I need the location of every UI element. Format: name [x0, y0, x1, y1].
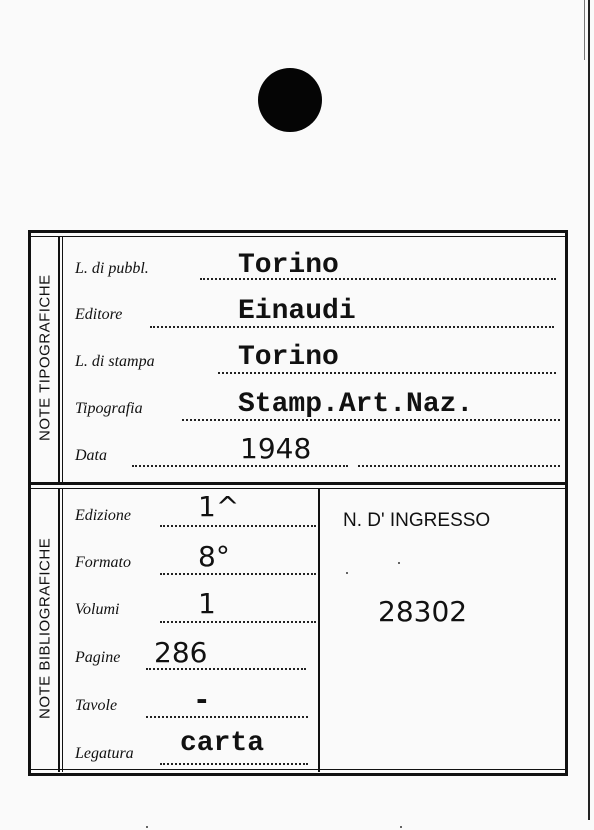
- label-edizione: Edizione: [75, 507, 131, 524]
- card-edge: [584, 0, 585, 60]
- column-divider: [318, 488, 320, 772]
- label-volumi: Volumi: [75, 601, 120, 618]
- card-edge: [588, 0, 590, 820]
- dotted-line: [160, 573, 316, 575]
- label-editore: Editore: [75, 306, 123, 323]
- frame-inner-line: [28, 236, 568, 237]
- sidebar-rule: [62, 488, 63, 772]
- ink-speck: [346, 572, 348, 574]
- label-luogo-stampa: L. di stampa: [75, 353, 155, 370]
- value-tipografia: Stamp.Art.Naz.: [238, 389, 474, 420]
- sidebar-rule: [62, 236, 63, 482]
- dotted-line: [160, 525, 316, 527]
- label-formato: Formato: [75, 554, 131, 571]
- dotted-line: [160, 621, 316, 623]
- value-tavole: -: [196, 683, 208, 716]
- label-tipografia: Tipografia: [75, 400, 143, 417]
- value-legatura: carta: [180, 728, 265, 759]
- section-title-bibliografiche: NOTE BIBLIOGRAFICHE: [36, 537, 54, 719]
- dotted-line: [146, 716, 308, 718]
- dotted-line: [132, 465, 348, 467]
- ink-speck: [400, 826, 402, 828]
- value-luogo-stampa: Torino: [238, 342, 339, 373]
- value-editore: Einaudi: [238, 296, 356, 327]
- label-pagine: Pagine: [75, 649, 121, 666]
- dotted-line: [160, 763, 308, 765]
- dotted-line: [358, 465, 560, 467]
- section-divider: [28, 488, 568, 489]
- label-luogo-pubblicazione: L. di pubbl.: [75, 260, 149, 277]
- frame-inner-line: [28, 769, 568, 770]
- section-divider: [28, 482, 568, 485]
- ingresso-title: N. D' INGRESSO: [343, 510, 491, 531]
- ingresso-number: 28302: [378, 595, 468, 628]
- section-title-tipografiche: NOTE TIPOGRAFICHE: [36, 274, 54, 442]
- label-legatura: Legatura: [75, 745, 134, 762]
- punch-hole: [258, 68, 322, 132]
- value-formato: 8°: [198, 540, 230, 573]
- value-data: 1948: [240, 432, 312, 465]
- value-luogo-pubblicazione: Torino: [238, 250, 339, 281]
- sidebar-rule: [58, 236, 60, 482]
- ink-speck: [398, 562, 400, 564]
- value-volumi: 1: [198, 587, 216, 620]
- sidebar-rule: [58, 488, 60, 772]
- ink-speck: [146, 826, 148, 828]
- value-pagine: 286: [154, 636, 208, 669]
- label-tavole: Tavole: [75, 697, 118, 714]
- label-data: Data: [75, 447, 107, 464]
- value-edizione: 1^: [198, 490, 240, 523]
